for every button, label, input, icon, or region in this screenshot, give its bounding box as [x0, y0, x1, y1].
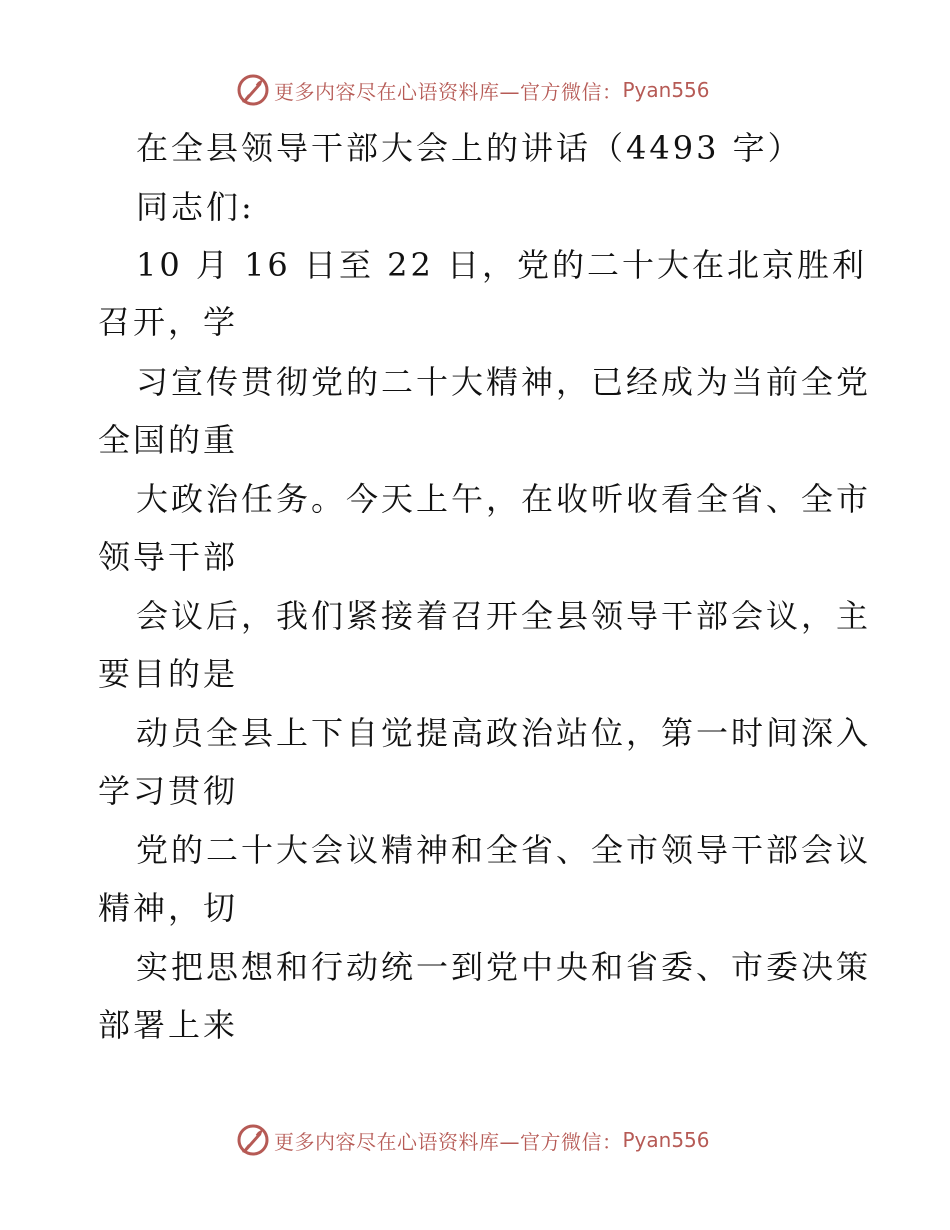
- text-line: 10 月 16 日至 22 日，党的二十大在北京胜利: [136, 246, 868, 284]
- text-line: 会议后，我们紧接着召开全县领导干部会议，主: [136, 597, 872, 635]
- header-banner-text: 更多内容尽在心语资料库—官方微信：: [274, 79, 623, 104]
- text-line: 要目的是: [98, 655, 239, 693]
- quill-pen-logo-icon: [236, 1123, 270, 1157]
- text-line: 大政治任务。今天上午，在收听收看全省、全市: [136, 480, 872, 518]
- text-line: 党的二十大会议精神和全省、全市领导干部会议: [136, 831, 872, 869]
- footer-banner: [236, 1123, 710, 1157]
- salutation: 同志们:: [136, 188, 255, 226]
- text-line: 召开，学: [98, 303, 239, 341]
- text-line: 动员全县上下自觉提高政治站位，第一时间深入: [136, 714, 872, 752]
- quill-pen-logo-icon: [236, 73, 270, 107]
- header-banner-wechat: Pyan556: [622, 78, 710, 102]
- text-line: 学习贯彻: [98, 772, 239, 810]
- text-line: 精神，切: [98, 889, 239, 927]
- footer-banner-text: 更多内容尽在心语资料库—官方微信：: [274, 1129, 623, 1154]
- footer-banner-wechat: Pyan556: [622, 1128, 710, 1152]
- text-line: 部署上来: [98, 1006, 239, 1044]
- text-line: 实把思想和行动统一到党中央和省委、市委决策: [136, 948, 872, 986]
- text-line: 领导干部: [98, 538, 239, 576]
- document-title: 在全县领导干部大会上的讲话（4493 字）: [136, 129, 803, 167]
- header-banner: [236, 73, 710, 107]
- text-line: 全国的重: [98, 421, 239, 459]
- text-line: 习宣传贯彻党的二十大精神，已经成为当前全党: [136, 363, 872, 401]
